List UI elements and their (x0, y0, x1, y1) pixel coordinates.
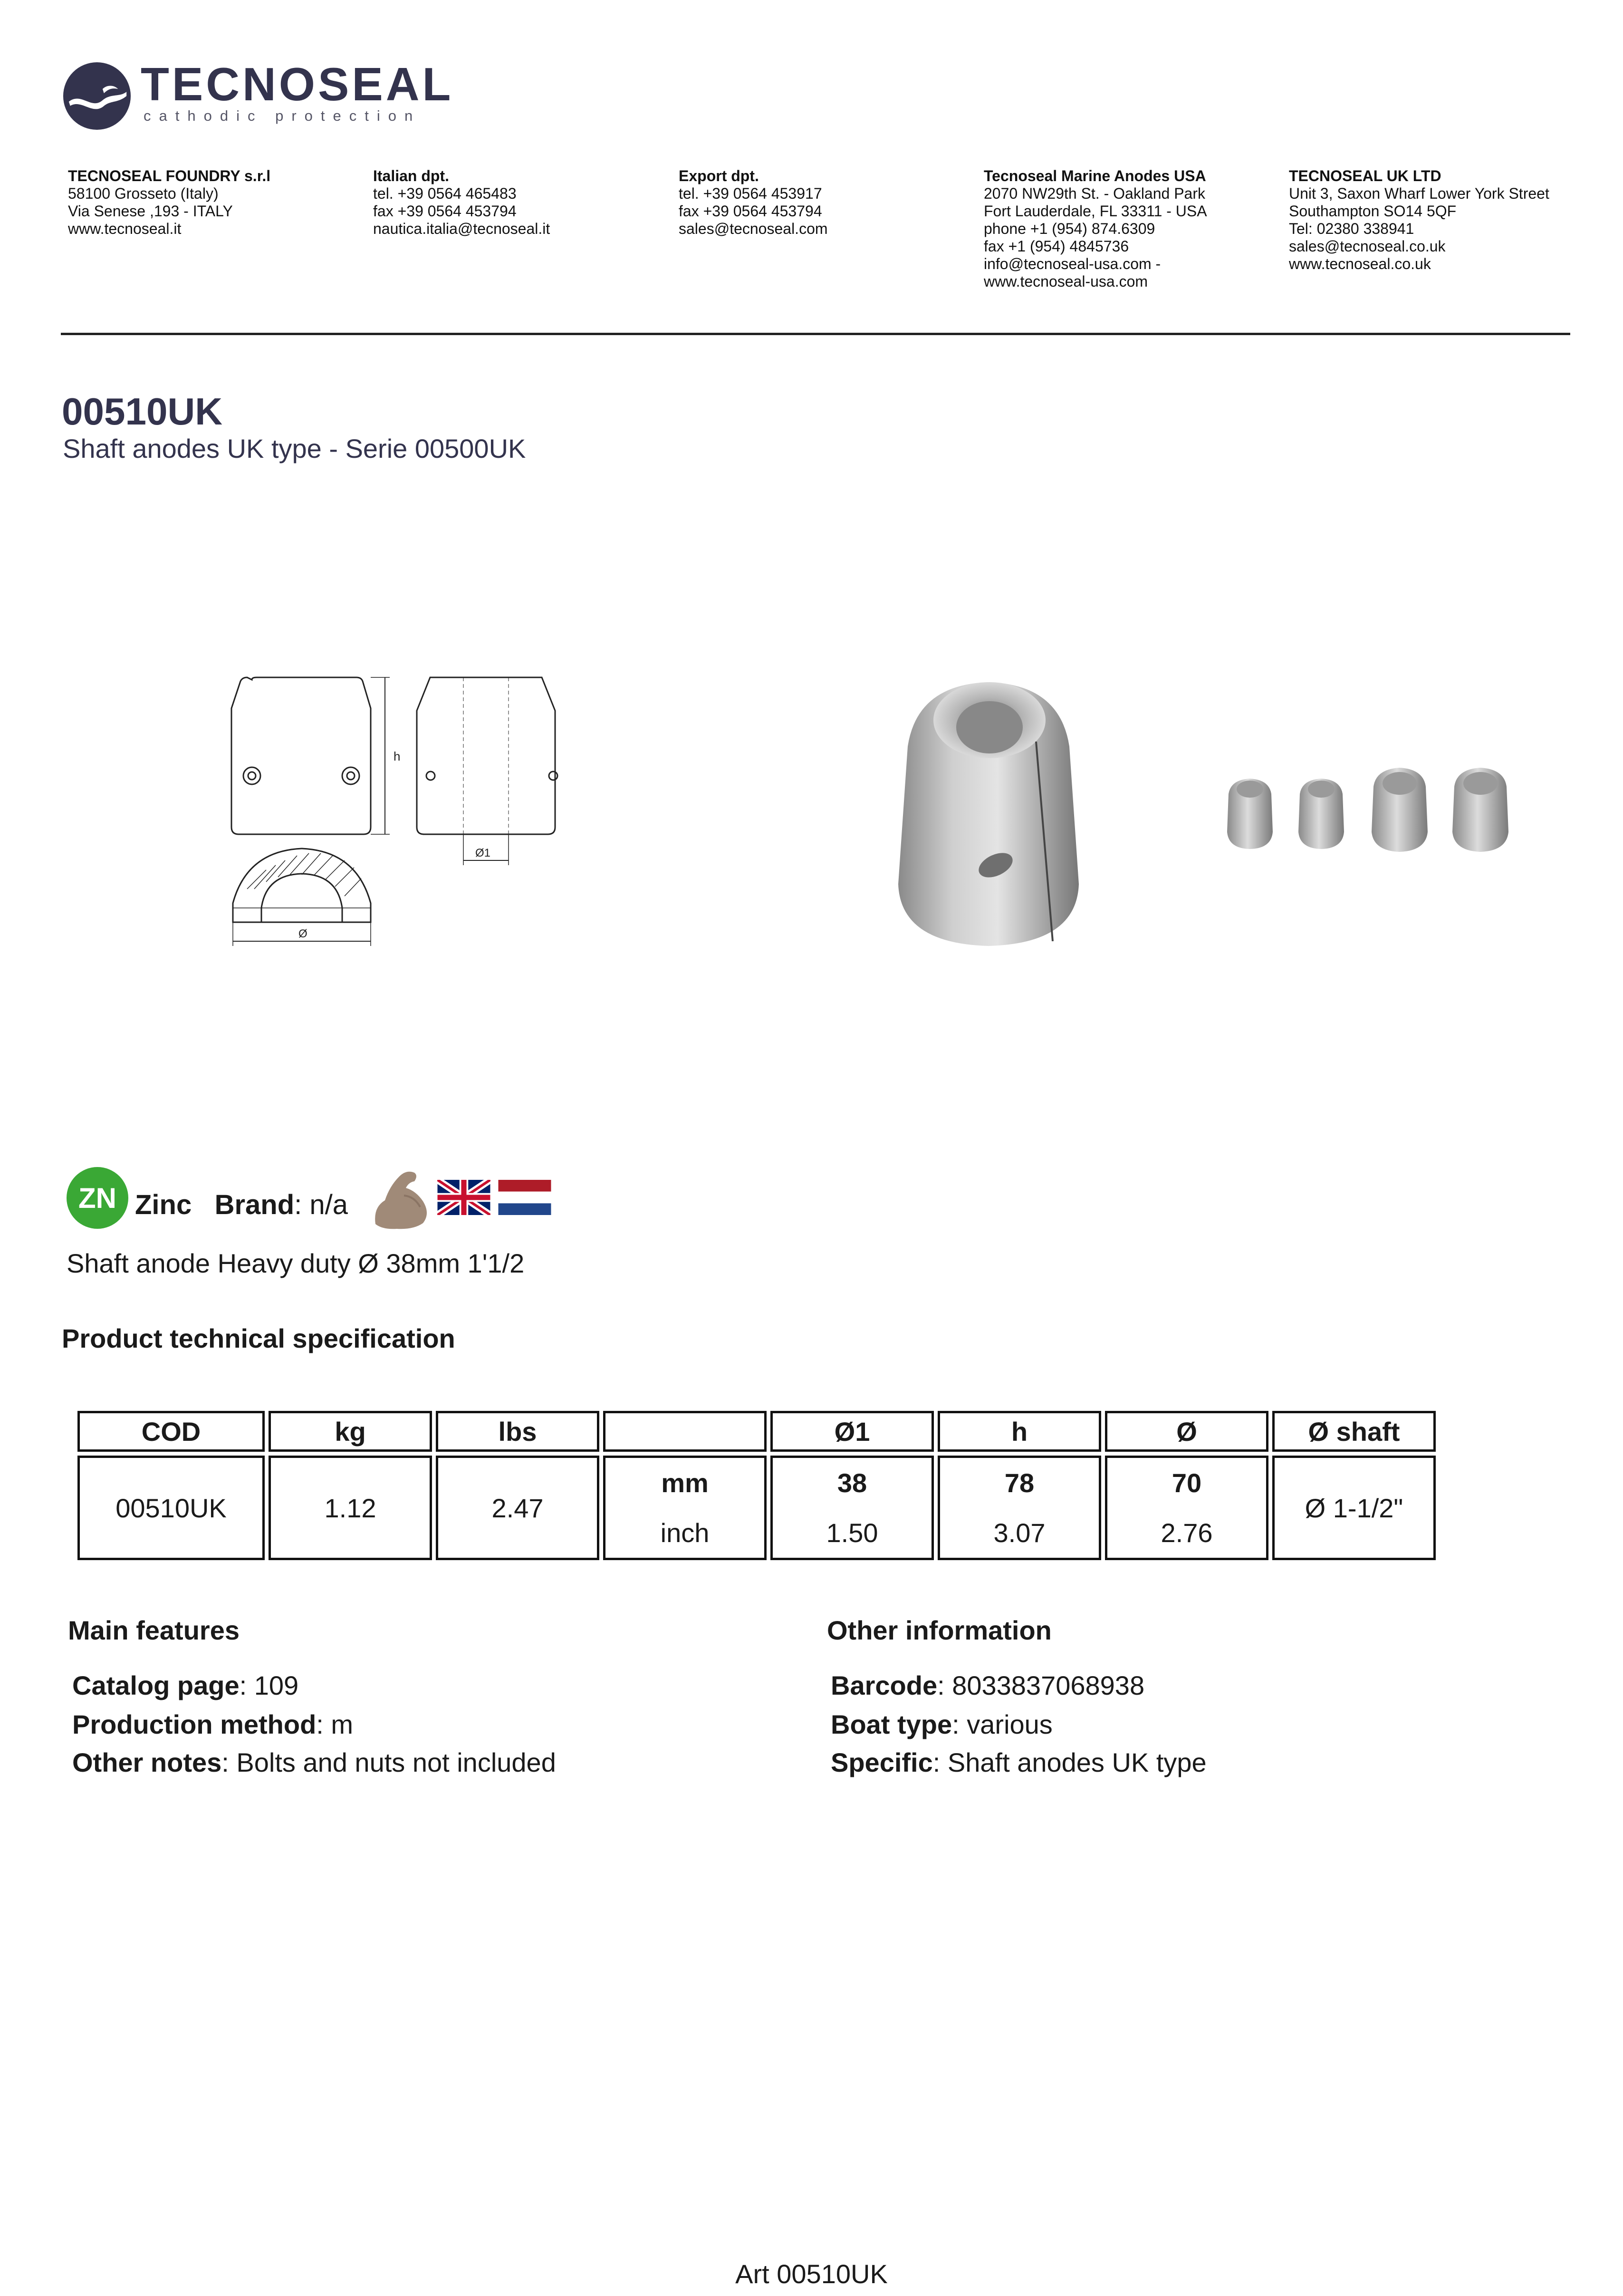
dim-h-label: h (394, 749, 401, 763)
brand-label: Brand (214, 1189, 295, 1220)
other-info-title: Other information (827, 1615, 1052, 1645)
cell-kg: 1.12 (269, 1456, 432, 1560)
metal-brand-row (135, 1191, 348, 1219)
heavy-duty-arm-icon (371, 1167, 432, 1234)
export-email-link[interactable]: sales@tecnoseal.com (679, 220, 828, 237)
feature-catalog-page: Catalog page: 109 (72, 1670, 299, 1700)
contact-export-dpt: Export dpt. tel. +39 0564 453917 fax +39 0564 453794 sales@tecnoseal.com (679, 167, 973, 238)
netherlands-flag-icon (498, 1180, 551, 1215)
header-divider (61, 333, 1570, 335)
h-inch: 3.07 (993, 1518, 1046, 1548)
col-kg: kg (269, 1411, 432, 1452)
cell-d1 (770, 1456, 934, 1560)
dim-d1-label: Ø1 (475, 847, 491, 859)
cell-shaft: Ø 1-1/2" (1272, 1456, 1436, 1560)
product-description: Shaft anode Heavy duty Ø 38mm 1'1/2 (67, 1248, 525, 1278)
metal-label: Zinc (135, 1189, 192, 1220)
contact-uk: TECNOSEAL UK LTD Unit 3, Saxon Wharf Lower York Street Southampton SO14 5QF Tel: 02380 338941 sales@tecnoseal.co.uk www.tecnoseal.co.uk (1289, 167, 1584, 273)
usa-email-link[interactable]: info@tecnoseal-usa.com - (984, 255, 1161, 272)
cell-h (938, 1456, 1101, 1560)
d-inch: 2.76 (1161, 1518, 1213, 1548)
cell-unit (603, 1456, 767, 1560)
cell-d (1105, 1456, 1268, 1560)
col-lbs: lbs (436, 1411, 599, 1452)
brand-tagline: cathodic protection (144, 107, 421, 124)
main-features-title: Main features (68, 1615, 240, 1645)
product-code: 00510UK (62, 390, 223, 433)
info-barcode: Barcode: 8033837068938 (831, 1670, 1145, 1700)
cell-cod: 00510UK (77, 1456, 265, 1560)
col-unit (603, 1411, 767, 1452)
dim-d-label: Ø (298, 927, 307, 940)
contact-italian-dpt: Italian dpt. tel. +39 0564 465483 fax +39 0564 453794 nautica.italia@tecnoseal.it (373, 167, 668, 238)
size-range-photo (1221, 761, 1516, 856)
col-cod: COD (77, 1411, 265, 1452)
table-row (77, 1456, 1436, 1560)
feature-production-method: Production method: m (72, 1709, 354, 1739)
spec-table (74, 1407, 1440, 1564)
spec-header-row (77, 1411, 1436, 1452)
uk-email-link[interactable]: sales@tecnoseal.co.uk (1289, 238, 1446, 255)
feature-other-notes: Other notes: Bolts and nuts not included (72, 1747, 556, 1777)
uk-website-link[interactable]: www.tecnoseal.co.uk (1289, 255, 1431, 272)
col-d: Ø (1105, 1411, 1268, 1452)
info-boat-type: Boat type: various (831, 1709, 1053, 1739)
footer-article: Art 00510UK (735, 2259, 888, 2289)
col-h: h (938, 1411, 1101, 1452)
contact-usa: Tecnoseal Marine Anodes USA 2070 NW29th St. - Oakland Park Fort Lauderdale, FL 33311 - USA phone +1 (954) 874.6309 fax +1 (954) 4845736 info@tecnoseal-usa.com - www.tecnoseal-usa.com (984, 167, 1278, 290)
brand-name: TECNOSEAL (141, 58, 454, 110)
contact-foundry: TECNOSEAL FOUNDRY s.r.l 58100 Grosseto (Italy) Via Senese ,193 - ITALY www.tecnoseal.it (68, 167, 363, 238)
cell-lbs: 2.47 (436, 1456, 599, 1560)
unit-mm: mm (661, 1468, 709, 1498)
unit-inch: inch (660, 1518, 710, 1548)
col-shaft: Ø shaft (1272, 1411, 1436, 1452)
brand-value: : n/a (294, 1189, 348, 1220)
spec-section-title: Product technical specification (62, 1323, 455, 1353)
technical-drawing (228, 666, 589, 951)
uk-flag-icon (437, 1180, 490, 1215)
col-d1: Ø1 (770, 1411, 934, 1452)
d-mm: 70 (1172, 1468, 1202, 1498)
zinc-badge: ZN (67, 1167, 128, 1229)
d1-inch: 1.50 (826, 1518, 878, 1548)
product-photo (889, 675, 1088, 951)
usa-website-link[interactable]: www.tecnoseal-usa.com (984, 273, 1148, 290)
italian-email-link[interactable]: nautica.italia@tecnoseal.it (373, 220, 550, 237)
h-mm: 78 (1004, 1468, 1035, 1498)
info-specific: Specific: Shaft anodes UK type (831, 1747, 1207, 1777)
d1-mm: 38 (837, 1468, 867, 1498)
tecnoseal-logo-icon (62, 61, 132, 131)
foundry-website-link[interactable]: www.tecnoseal.it (68, 220, 182, 237)
product-subtitle: Shaft anodes UK type - Serie 00500UK (63, 434, 526, 463)
